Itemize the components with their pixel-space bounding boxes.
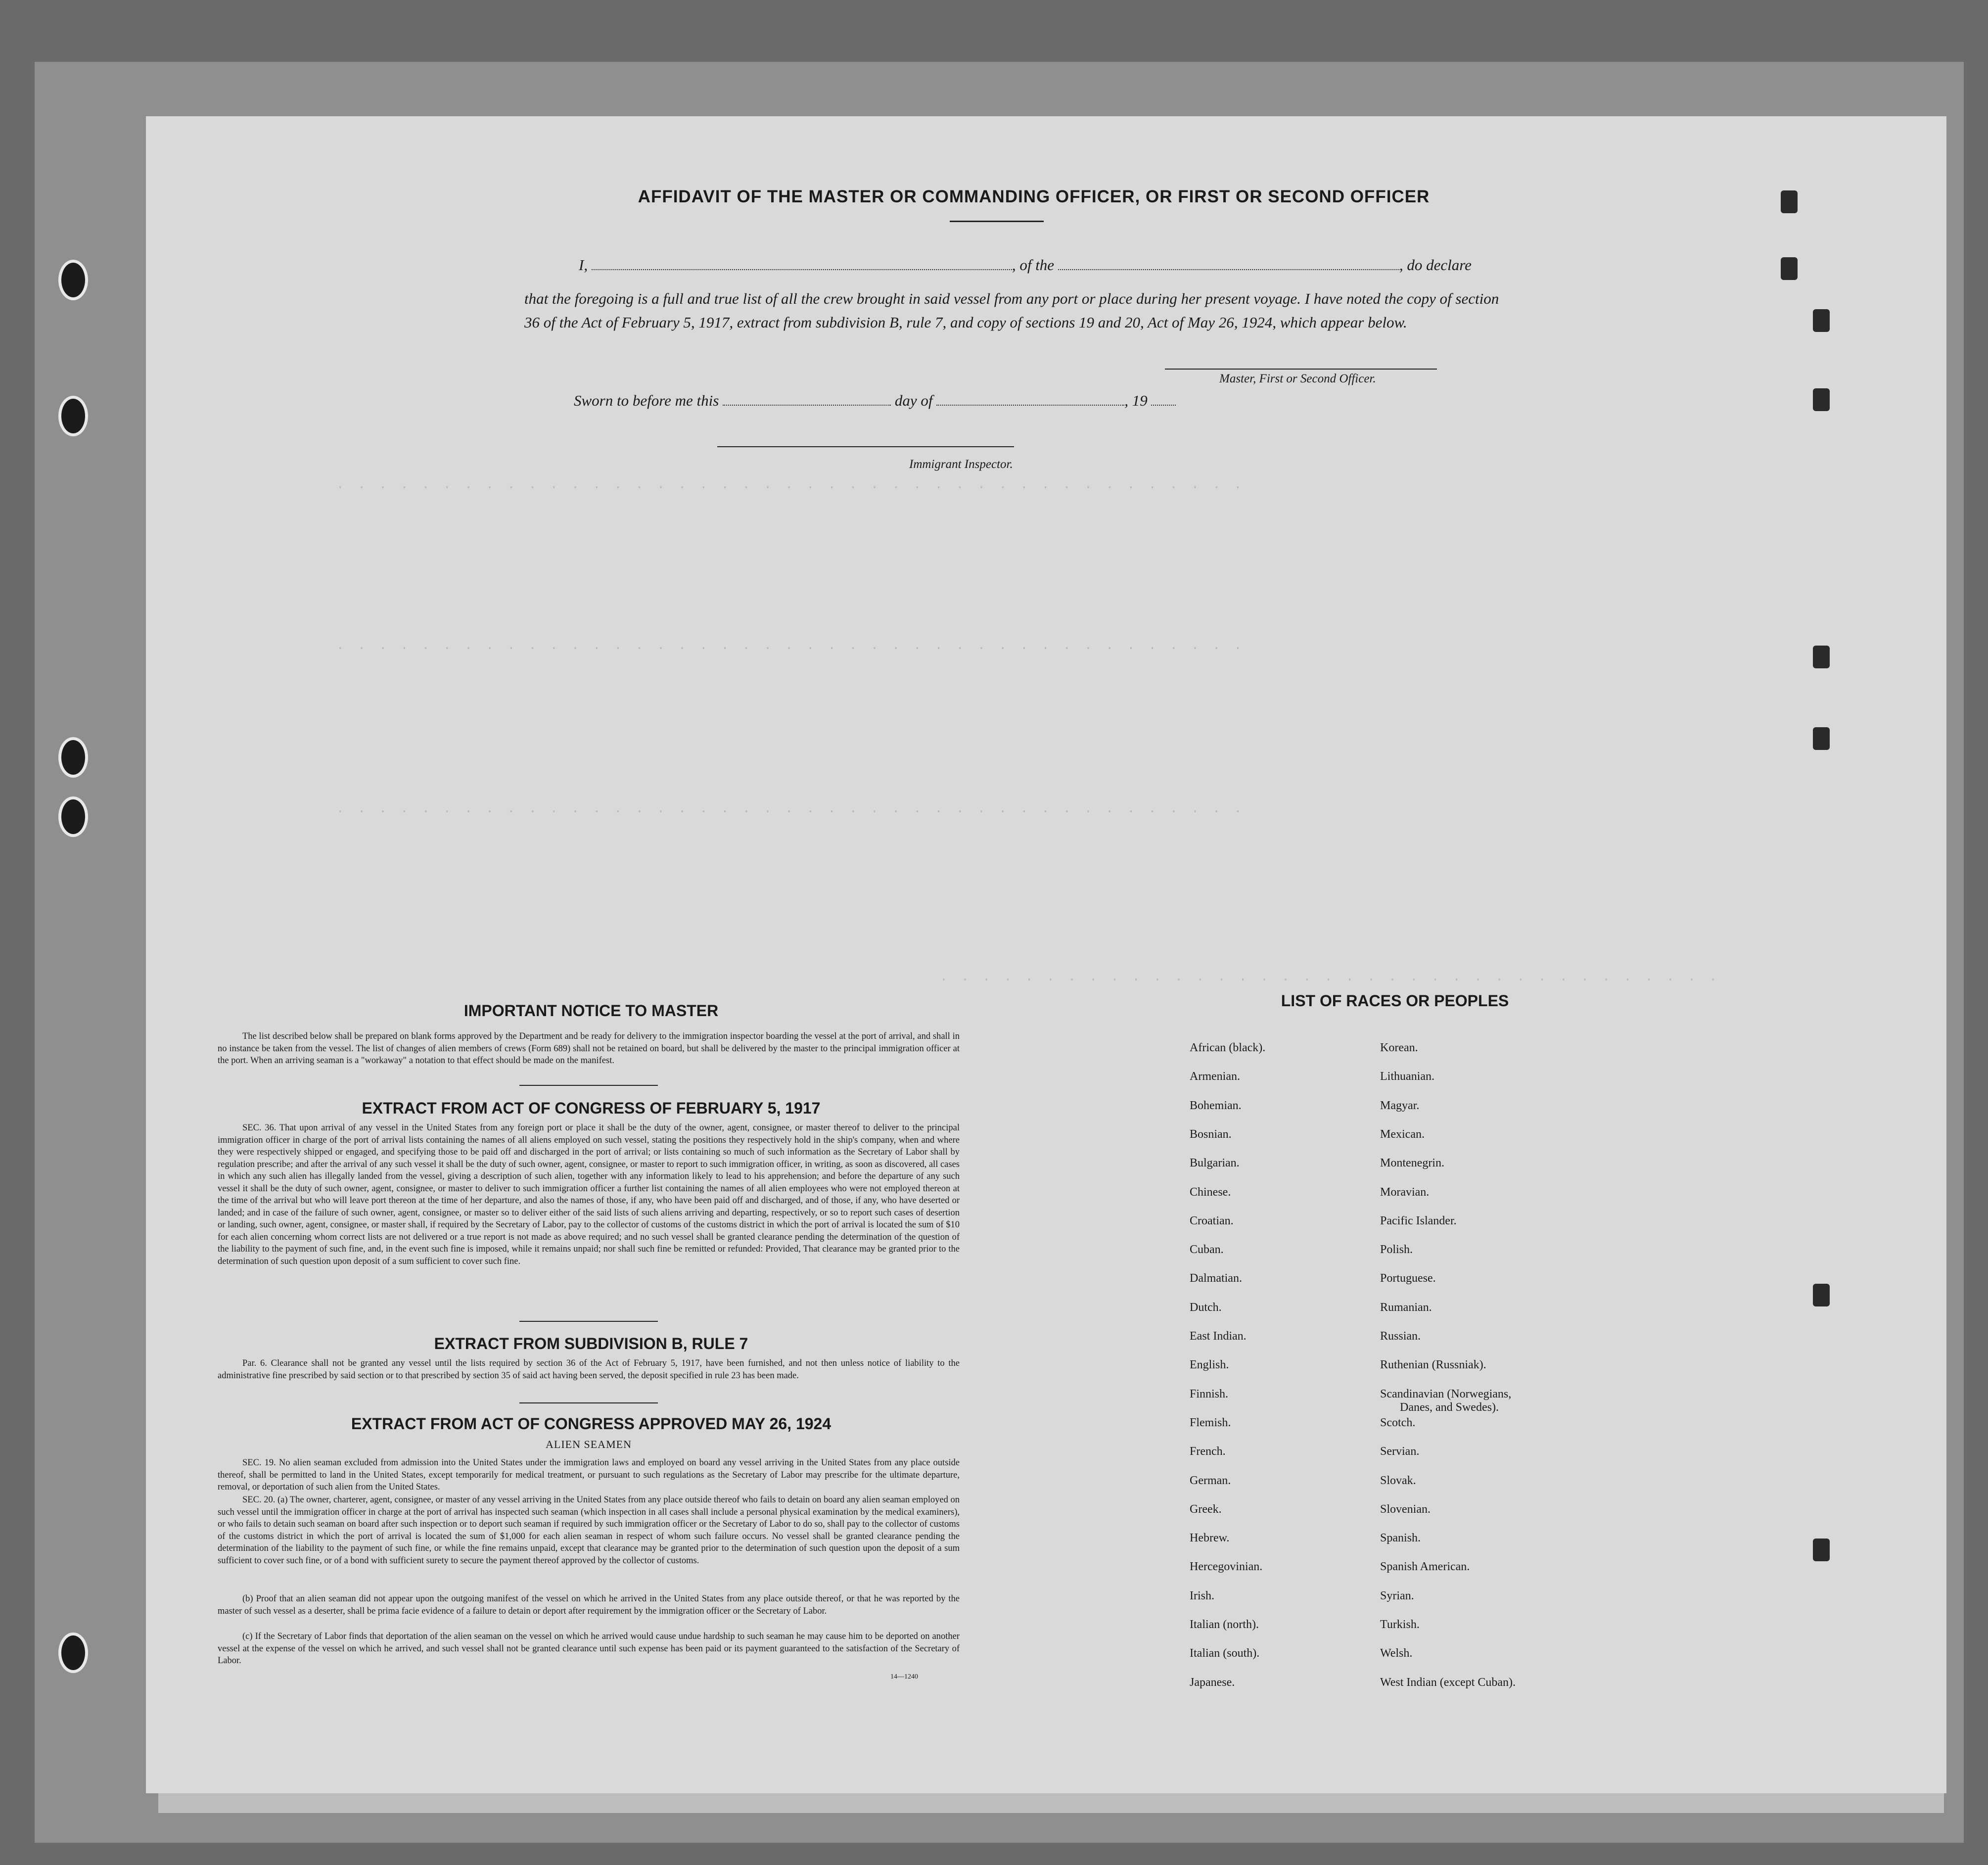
sworn-day-field[interactable] <box>723 393 891 406</box>
i-label: I, <box>579 256 588 274</box>
race-item: Italian (south). <box>1190 1647 1260 1660</box>
race-item: Japanese. <box>1190 1676 1235 1689</box>
binder-clip <box>1813 388 1830 411</box>
race-item: Greek. <box>1190 1502 1222 1516</box>
binder-clip <box>1813 646 1830 668</box>
race-item: Italian (north). <box>1190 1618 1259 1631</box>
race-item: Syrian. <box>1380 1589 1414 1602</box>
race-item: Welsh. <box>1380 1647 1413 1660</box>
race-item: Dutch. <box>1190 1301 1222 1314</box>
do-declare-label: , do declare <box>1399 256 1472 274</box>
notice-text: The list described below shall be prepared on blank forms approved by the Department and be ready for delivery to the immigration inspector boarding the vessel at the port of arrival, and shall in no instance be taken from the vessel. The list of changes of alien members of crews (Form 689) shall not be retained on board, but shall be delivered by the master to the principal immigration officer at the port. When an arriving seaman is a "workaway" a notation to that effect should be made on the manifest. <box>218 1031 960 1066</box>
race-item: Finnish. <box>1190 1387 1229 1400</box>
race-item: Spanish American. <box>1380 1560 1470 1574</box>
race-item: Polish. <box>1380 1243 1413 1257</box>
inspector-signature-line[interactable] <box>717 446 1014 447</box>
punch-hole <box>58 260 88 300</box>
race-item: Moravian. <box>1380 1185 1430 1199</box>
punch-hole <box>58 1632 88 1673</box>
sworn-line <box>574 392 1176 410</box>
race-item: Slovenian. <box>1380 1502 1431 1516</box>
race-item: African (black). <box>1190 1041 1266 1054</box>
race-item: Bohemian. <box>1190 1099 1242 1112</box>
binder-clip <box>1813 1284 1830 1306</box>
race-item: Bosnian. <box>1190 1127 1232 1141</box>
race-item: West Indian (except Cuban). <box>1380 1676 1516 1689</box>
race-item: Irish. <box>1190 1589 1214 1602</box>
notice-divider <box>519 1085 658 1086</box>
race-item: Pacific Islander. <box>1380 1214 1457 1227</box>
of-the-label: , of the <box>1012 256 1055 274</box>
rule7-divider <box>519 1402 658 1403</box>
race-item: Scandinavian (Norwegians, <box>1380 1387 1512 1400</box>
race-item: Montenegrin. <box>1380 1157 1444 1170</box>
bleed-through: . . . . . . . . . . . . . . . . . . . . . . . . . . . . . . . . . . . . . . . . . . . <box>336 638 1245 653</box>
races-heading: LIST OF RACES OR PEOPLES <box>1281 992 1509 1010</box>
race-item: Ruthenian (Russniak). <box>1380 1358 1486 1372</box>
sec20c-text: (c) If the Secretary of Labor finds that deportation of the alien seaman on the vessel on which he arrived would cause undue hardship to such seaman he may cause him to be deported on another vessel at the expense of the vessel on which he arrived, and such vessel shall not be granted clearance until such expense has been paid or its payment guaranteed to the satisfaction of the Secretary of Labor. <box>218 1632 960 1666</box>
notice-heading: IMPORTANT NOTICE TO MASTER <box>463 1002 719 1020</box>
extract-1924-heading: EXTRACT FROM ACT OF CONGRESS APPROVED MAY 26, 1924 <box>351 1415 832 1433</box>
race-item: Cuban. <box>1190 1243 1224 1257</box>
sworn-prefix: Sworn to before me this <box>574 392 719 409</box>
inspector-caption: Immigrant Inspector. <box>909 458 1013 471</box>
rule7-text: Par. 6. Clearance shall not be granted any vessel until the lists required by section 36 of the Act of February 5, 1917, have been furnished, and not then unless notice of liability to the administrative fine prescribed by said section or to that prescribed by section 35 of said act having been served, the deposit specified in rule 23 has been made. <box>218 1358 960 1381</box>
sec20b-text: (b) Proof that an alien seaman did not appear upon the outgoing manifest of the vessel on which he arrived in the United States from any place outside thereof, or that he was reported by the master of such vessel as a deserter, shall be prima facie evidence of a failure to detain or deport after requirement by the immigration officer or the Secretary of Labor. <box>218 1594 960 1616</box>
race-item: Servian. <box>1380 1445 1420 1458</box>
punch-hole <box>58 796 88 837</box>
officer-caption: Master, First or Second Officer. <box>1219 372 1376 385</box>
bleed-through: . . . . . . . . . . . . . . . . . . . . . . . . . . . . . . . . . . . . . . . . . . . <box>336 801 1245 816</box>
title-divider <box>950 221 1044 222</box>
extract-1917-divider <box>519 1321 658 1322</box>
race-item: Lithuanian. <box>1380 1070 1434 1083</box>
vessel-field[interactable] <box>1058 257 1399 270</box>
race-item: Korean. <box>1380 1041 1418 1054</box>
race-item: Spanish. <box>1380 1532 1421 1545</box>
sworn-month-field[interactable] <box>936 393 1124 406</box>
year-prefix: , 19 <box>1124 392 1148 409</box>
rule7-heading: EXTRACT FROM SUBDIVISION B, RULE 7 <box>434 1335 748 1352</box>
affidavit-title: AFFIDAVIT OF THE MASTER OR COMMANDING OFFICER, OR FIRST OR SECOND OFFICER <box>638 187 1430 206</box>
punch-hole <box>58 737 88 778</box>
race-item: Hebrew. <box>1190 1532 1230 1545</box>
race-item: Chinese. <box>1190 1185 1231 1199</box>
binder-clip <box>1781 190 1798 213</box>
bleed-through: . . . . . . . . . . . . . . . . . . . . . . . . . . . . . . . . . . . . . . . . . . . <box>336 477 1245 492</box>
alien-seamen-subheading: ALIEN SEAMEN <box>546 1438 632 1450</box>
race-item: Armenian. <box>1190 1070 1240 1083</box>
bleed-through: . . . . . . . . . . . . . . . . . . . . . . . . . . . . . . . . . . . . . <box>940 970 1720 984</box>
day-of-label: day of <box>894 392 933 409</box>
sec19-text: SEC. 19. No alien seaman excluded from admission into the United States under the immigration laws and employed on board any vessel arriving in the United States from any place outside thereof, shall be permitted to land in the United States, except temporarily for medical treatment, or pursuant to such regulations as the Secretary of Labor may prescribe for the ultimate departure, removal, or deportation of such alien from the United States. <box>218 1458 960 1492</box>
race-item: East Indian. <box>1190 1330 1247 1343</box>
race-item: German. <box>1190 1474 1231 1487</box>
race-item: Hercegovinian. <box>1190 1560 1263 1574</box>
binder-clip <box>1781 257 1798 280</box>
name-field[interactable] <box>592 257 1012 270</box>
form-number: 14—1240 <box>890 1673 918 1680</box>
binder-clip <box>1813 727 1830 750</box>
extract-1917-text: SEC. 36. That upon arrival of any vessel in the United States from any foreign port or place it shall be the duty of the owner, agent, consignee, or master thereof to deliver to the principal immigration officer in charge of the port of arrival lists containing the names of all aliens employed on such vessel, stating the positions they respectively hold in the ship's company, when and where they were respectively shipped or engaged, and specifying those to be paid off and discharged in the port of arrival; or lists containing so much of such information as the Secretary of Labor shall by regulation prescribe; and after the arrival of any such vessel it shall be the duty of such owner, agent, consignee, or master to report to such immigration officer, in writing, as soon as discovered, all cases in which any such alien has illegally landed from the vessel, giving a description of such alien, together with any information likely to lead to his apprehension; and before the departure of any such vessel it shall be the duty of such owner, agent, consignee, or master to deliver to such immigration officer a further list containing the names of all alien employees who were not employed thereon at the time of the arrival but who will leave port thereon at the time of her departure, and also the names of those, if any, who have been paid off and discharged, and of those, if any, who have deserted or landed; and in case of the failure of such owner, agent, consignee, or master so to deliver either of the said lists of such aliens arriving and departing, respectively, or so to report such cases of desertion or landing, such owner, agent, consignee, or master shall, if required by the Secretary of Labor, pay to the collector of customs of the customs district in which the port of arrival is located the sum of $10 for each alien concerning whom correct lists are not delivered or a true report is not made as above required; and no such vessel shall be granted clearance pending the determination of the question of the liability to the payment of such fine, and, in the event such fine is imposed, while it remains unpaid; nor shall such fine be remitted or refunded: Provided, That clearance may be granted prior to the determination of such question upon deposit of a sum sufficient to cover such fine. <box>218 1123 960 1266</box>
race-item: French. <box>1190 1445 1226 1458</box>
sec20a-text: SEC. 20. (a) The owner, charterer, agent, consignee, or master of any vessel arriving in the United States from any place outside thereof who fails to detain on board any alien seaman employed on such vessel until the immigration officer in charge at the port of arrival has inspected such seaman (which inspection in all cases shall include a personal physical examination by the medical examiners), or who fails to detain such seaman on board after such inspection or to deport such seaman if required by such immigration officer or the Secretary of Labor to do so, shall pay to the collector of customs of the customs district in which the port of arrival is located the sum of $1,000 for each alien seaman in respect of whom such failure occurs. No vessel shall be granted clearance pending the determination of the liability to the payment of such fine, or while the fine remains unpaid, except that clearance may be granted prior to the determination of such question upon the deposit of a sum sufficient to cover such fine, or of a bond with sufficient surety to secure the payment thereof approved by the collector of customs. <box>218 1495 960 1566</box>
race-item: Dalmatian. <box>1190 1272 1242 1285</box>
extract-1917-heading: EXTRACT FROM ACT OF CONGRESS OF FEBRUARY 5, 1917 <box>362 1099 821 1117</box>
affidavit-text: that the foregoing is a full and true list of all the crew brought in said vessel from any port or place during her present voyage. I have noted the copy of section 36 of the Act of February 5, 1917, extract from subdivision B, rule 7, and copy of sections 19 and 20, Act of May 26, 1924, which appear below. <box>524 290 1499 331</box>
race-item: Portuguese. <box>1380 1272 1436 1285</box>
race-item: Scotch. <box>1380 1416 1416 1429</box>
sworn-year-field[interactable] <box>1151 393 1176 406</box>
binder-clip <box>1813 1539 1830 1561</box>
race-item: Turkish. <box>1380 1618 1420 1631</box>
race-item: Magyar. <box>1380 1099 1420 1112</box>
affidavit-fill-line <box>524 253 1514 277</box>
race-item: English. <box>1190 1358 1229 1372</box>
race-item: Rumanian. <box>1380 1301 1432 1314</box>
binder-clip <box>1813 309 1830 332</box>
race-item: Russian. <box>1380 1330 1421 1343</box>
officer-signature-line[interactable] <box>1165 369 1437 370</box>
race-item: Flemish. <box>1190 1416 1231 1429</box>
race-item: Croatian. <box>1190 1214 1234 1227</box>
punch-hole <box>58 396 88 436</box>
race-item: Mexican. <box>1380 1127 1425 1141</box>
race-item: Bulgarian. <box>1190 1157 1240 1170</box>
page-edge <box>158 1793 1944 1813</box>
race-item: Slovak. <box>1380 1474 1416 1487</box>
race-item: Danes, and Swedes). <box>1400 1400 1499 1414</box>
